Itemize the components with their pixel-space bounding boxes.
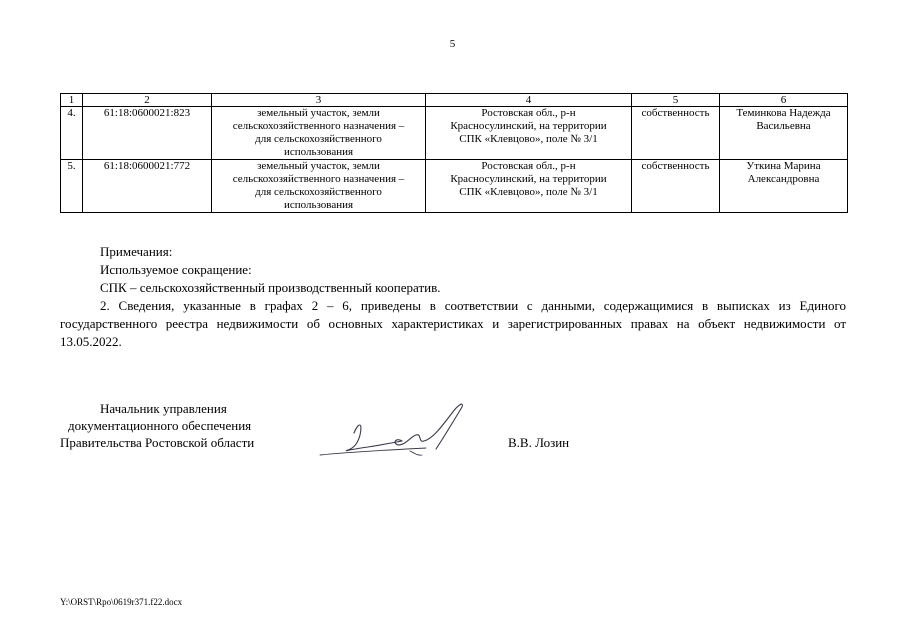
signatory-name: В.В. Лозин [508, 435, 570, 450]
signatory-title-line: Правительства Ростовской области [60, 435, 255, 450]
column-header: 5 [632, 94, 720, 107]
location-line: Ростовская обл., р-н [481, 107, 576, 119]
column-header: 4 [426, 94, 632, 107]
table-row [61, 107, 848, 160]
handwritten-signature [318, 393, 478, 468]
page-number: 5 [449, 38, 456, 50]
owner-name [720, 160, 848, 213]
plot-type [212, 107, 426, 160]
signatory-title-line: документационного обеспечения [68, 418, 252, 433]
plot-type-line: земельный участок, земли [257, 160, 380, 172]
note-2: 2. Сведения, указанные в графах 2 – 6, приведены в соответствии с данными, содержащимися в выписках из Единого государственного реестра недвижимости об основных характеристиках и зарегистрированных правах на объект недвижимости от 13.05.2022. [60, 298, 846, 349]
table-row [61, 160, 848, 213]
location-line: СПК «Клевцово», поле № 3/1 [459, 186, 598, 198]
column-header: 6 [720, 94, 848, 107]
land-plots-table [60, 93, 848, 213]
owner-line: Уткина Марина [746, 160, 821, 172]
plot-type-line: использования [283, 146, 354, 158]
table-header-row [61, 94, 848, 107]
signatory-title-line: Начальник управления [100, 401, 227, 416]
location-line: СПК «Клевцово», поле № 3/1 [459, 133, 598, 145]
plot-type-line: сельскохозяйственного назначения – [232, 120, 405, 132]
plot-type-line: использования [283, 199, 354, 211]
location-line: Красносулинский, на территории [450, 173, 607, 185]
cadastral-number: 61:18:0600021:772 [83, 160, 212, 213]
owner-line: Теминкова Надежда [736, 107, 831, 119]
column-header: 2 [83, 94, 212, 107]
file-path: Y:\ORST\Rpo\0619r371.f22.docx [60, 597, 183, 607]
plot-type-line: земельный участок, земли [257, 107, 380, 119]
signatory-title [60, 400, 320, 451]
plot-type-line: сельскохозяйственного назначения – [232, 173, 405, 185]
notes-section [60, 243, 846, 351]
owner-line: Васильевна [756, 120, 811, 132]
cadastral-number: 61:18:0600021:823 [83, 107, 212, 160]
location-line: Красносулинский, на территории [450, 120, 607, 132]
row-number: 4. [61, 107, 83, 160]
plot-type [212, 160, 426, 213]
location-line: Ростовская обл., р-н [481, 160, 576, 172]
plot-location [426, 160, 632, 213]
plot-location [426, 107, 632, 160]
column-header: 1 [61, 94, 83, 107]
owner-name [720, 107, 848, 160]
owner-line: Александровна [747, 173, 820, 185]
notes-heading: Примечания: [100, 244, 173, 259]
plot-type-line: для сельскохозяйственного [255, 186, 382, 198]
abbreviation-text: СПК – сельскохозяйственный производственный кооператив. [100, 280, 441, 295]
right-type: собственность [632, 107, 720, 160]
column-header: 3 [212, 94, 426, 107]
abbreviation-heading: Используемое сокращение: [100, 262, 252, 277]
row-number: 5. [61, 160, 83, 213]
right-type: собственность [632, 160, 720, 213]
plot-type-line: для сельскохозяйственного [255, 133, 382, 145]
